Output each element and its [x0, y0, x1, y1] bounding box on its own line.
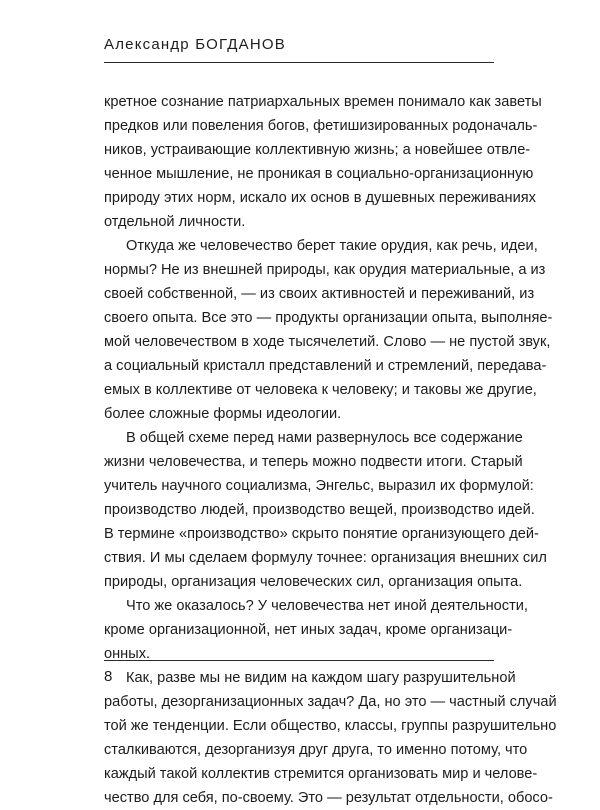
text-line: той же тенденции. Если общество, классы, группы разрушительно — [104, 718, 557, 734]
text-line: а социальный кристалл представлений и стремлений, передава- — [104, 358, 547, 374]
text-line: природы, организация человеческих сил, организация опыта. — [104, 574, 523, 590]
header-rule — [104, 62, 494, 63]
text-line: предков или повеления богов, фетишизированных родоначаль- — [104, 118, 538, 134]
text-line: своего опыта. Все это — продукты организации опыта, выполняе- — [104, 310, 553, 326]
text-line: учитель научного социализма, Энгельс, выразил их формулой: — [104, 478, 534, 494]
text-line: Что же оказалось? У человечества нет иной деятельности, — [126, 598, 528, 614]
running-header-author: Александр БОГДАНОВ — [104, 36, 286, 53]
text-line: чество для себя, по-своему. Это — результат отдельности, обосо- — [104, 790, 553, 806]
body-text — [104, 90, 557, 810]
text-line: кретное сознание патриархальных времен понимало как заветы — [104, 94, 542, 110]
text-line: своей собственной, — из своих активностей и переживаний, из — [104, 286, 535, 302]
text-line: емых в коллективе от человека к человеку; и таковы же другие, — [104, 382, 537, 398]
text-line: отдельной личности. — [104, 214, 246, 230]
text-line: ников, устраивающие коллективную жизнь; а новейшее отвле- — [104, 142, 531, 158]
page-number: 8 — [104, 668, 113, 685]
text-line: В общей схеме перед нами развернулось все содержание — [126, 430, 523, 446]
text-line: каждый такой коллектив стремится организовать мир и челове- — [104, 766, 538, 782]
text-line: ствия. И мы сделаем формулу точнее: организация внешних сил — [104, 550, 547, 566]
text-line: природу этих норм, искало их основ в душевных переживаниях — [104, 190, 536, 206]
text-line: Откуда же человечество берет такие орудия, как речь, идеи, — [126, 238, 538, 254]
text-line: кроме организационной, нет иных задач, кроме организаци- — [104, 622, 513, 638]
text-line: нормы? Не из внешней природы, как орудия материальные, а из — [104, 262, 546, 278]
text-line: работы, дезорганизационных задач? Да, но это — частный случай — [104, 694, 557, 710]
text-line: жизни человечества, и теперь можно подвести итоги. Старый — [104, 454, 523, 470]
text-line: ченное мышление, не проникая в социально-организационную — [104, 166, 534, 182]
text-line: производство людей, производство вещей, производство идей. — [104, 502, 535, 518]
text-line: Как, разве мы не видим на каждом шагу разрушительной — [126, 670, 516, 686]
text-line: мой человечеством в ходе тысячелетий. Слово — не пустой звук, — [104, 334, 551, 350]
text-line: онных. — [104, 646, 151, 662]
text-line: более сложные формы идеологии. — [104, 406, 342, 422]
text-line: В термине «производство» скрыто понятие организующего дей- — [104, 526, 539, 542]
text-line: сталкиваются, дезорганизуя друг друга, то именно потому, что — [104, 742, 528, 758]
footer-rule — [104, 660, 494, 661]
